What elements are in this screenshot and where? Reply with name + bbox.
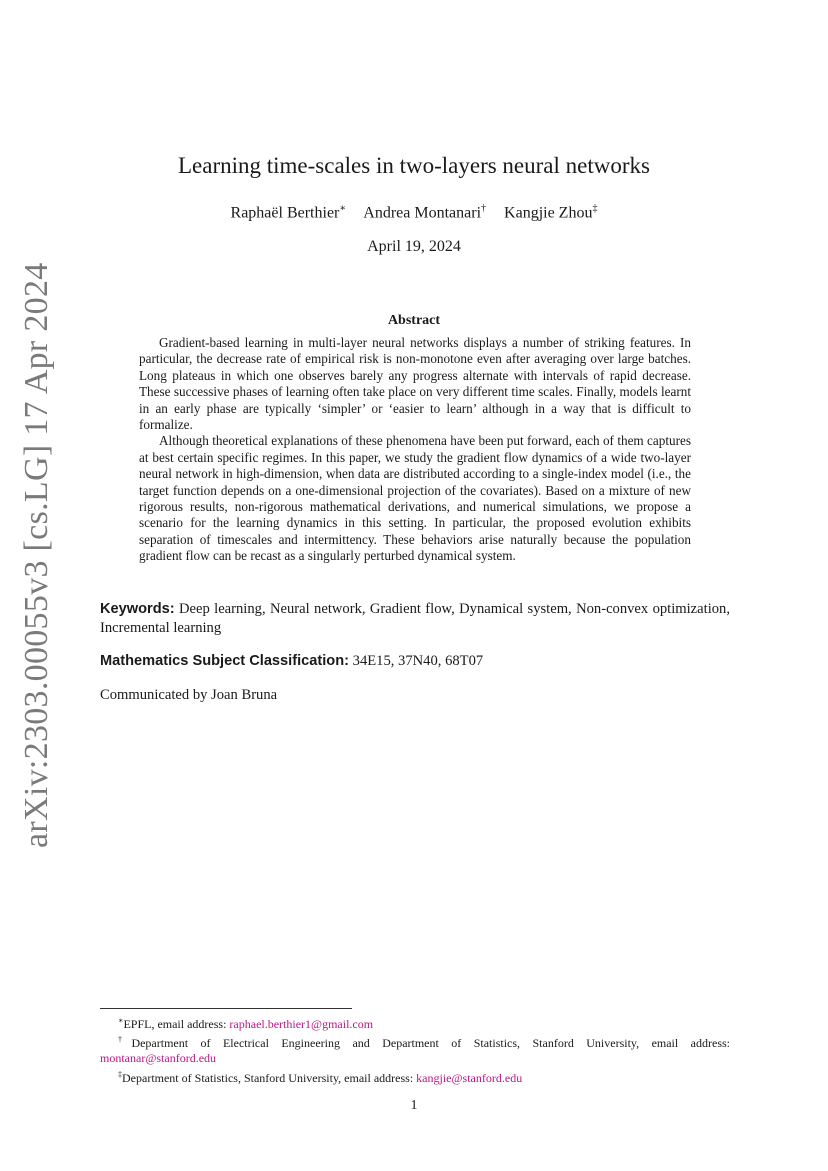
footnote-divider	[100, 1008, 352, 1009]
msc-label: Mathematics Subject Classification:	[100, 653, 349, 669]
footnotes	[100, 1013, 730, 1086]
abstract-paragraph: Gradient-based learning in multi-layer neural networks displays a number of striking features. In particular, the decrease rate of empirical risk is non-monotone even after averaging over large batches. Long plateaus in which one observes barely any progress alternate with intervals of rapid decrease. These successive phases of learning often take place on very different time scales. Finally, models learnt in an early phase are typically ‘simpler’ or ‘easier to learn’ although in a way that is difficult to formalize.	[139, 335, 691, 433]
msc-section	[100, 653, 730, 670]
author-name: Kangjie Zhou	[504, 204, 593, 222]
author-footnote-mark[interactable]: †	[481, 203, 487, 214]
author-name: Andrea Montanari	[363, 204, 482, 222]
author-list	[0, 203, 828, 222]
publication-date: April 19, 2024	[367, 238, 461, 255]
email-link[interactable]: montanar@stanford.edu	[100, 1051, 217, 1066]
abstract-body	[139, 335, 691, 565]
paper-title: Learning time-scales in two-layers neural networks	[178, 153, 650, 178]
abstract-paragraph: Although theoretical explanations of these phenomena have been put forward, each of them captures at best certain specific regimes. In this paper, we study the gradient flow dynamics of a wide two-layer neural network in high-dimension, when data are distributed according to a single-index model (i.e., the target function depends on a one-dimensional projection of the covariates). Based on a mixture of new rigorous results, non-rigorous mathematical derivations, and numerical simulations, we propose a scenario for the learning dynamics in this setting. In particular, the proposed evolution exhibits separation of timescales and intermittency. These behaviors arise naturally because the population gradient flow can be recast as a singularly perturbed dynamical system.	[139, 433, 691, 564]
abstract-heading: Abstract	[387, 313, 441, 328]
footnote-mark: ‡	[118, 1069, 122, 1079]
footnote-text: EPFL, email address:	[123, 1017, 230, 1031]
footnote	[100, 1032, 730, 1066]
footnote	[100, 1013, 730, 1032]
keywords-section	[100, 600, 730, 638]
communicated-by: Communicated by Joan Bruna	[100, 687, 278, 703]
keywords-text: Deep learning, Neural network, Gradient flow, Dynamical system, Non-convex optimization, Incremental learning	[100, 601, 730, 636]
email-link[interactable]: raphael.berthier1@gmail.com	[229, 1017, 374, 1031]
author-footnote-mark[interactable]: ∗	[339, 203, 347, 214]
footnote-text: Department of Statistics, Stanford University, email address:	[122, 1070, 417, 1085]
email-link[interactable]: kangjie@stanford.edu	[416, 1070, 523, 1085]
author-name: Raphaël Berthier	[230, 204, 340, 222]
author-footnote-mark[interactable]: ‡	[592, 203, 598, 214]
footnote-text: Department of Electrical Engineering and Department of Statistics, Stanford University, email address:	[131, 1036, 730, 1051]
footnote-mark: ∗	[118, 1016, 124, 1025]
msc-codes: 34E15, 37N40, 68T07	[352, 653, 484, 669]
keywords-label: Keywords:	[100, 601, 175, 617]
arxiv-identifier-stamp: arXiv:2303.00055v3 [cs.LG] 17 Apr 2024	[18, 262, 55, 848]
page-number: 1	[410, 1098, 418, 1113]
footnote-mark: †	[118, 1035, 132, 1045]
footnote	[100, 1067, 730, 1086]
